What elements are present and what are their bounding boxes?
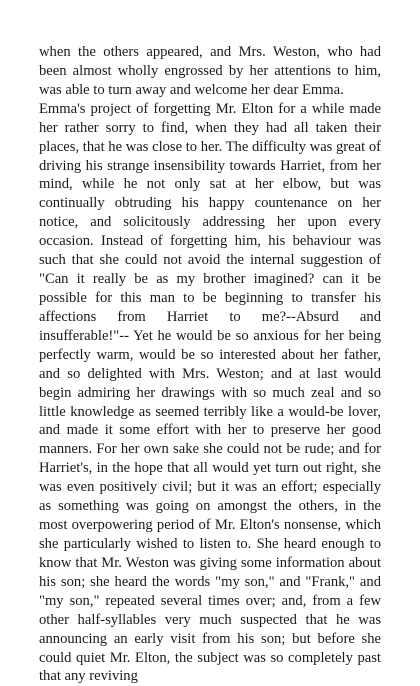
document-page xyxy=(39,43,381,686)
paragraph: Emma's project of forgetting Mr. Elton for a while made her rather sorry to find, when they had all taken their places, that he was close to her. The difficulty was great of driving his strange insensibility towards Harriet, from her mind, while he not only sat at her elbow, but was continually obtruding his happy countenance on her notice, and solicitously addressing her upon every occasion. Instead of forgetting him, his behaviour was such that she could not avoid the internal suggestion of "Can it really be as my brother imagined? can it be possible for this man to be beginning to transfer his affections from Harriet to me?--Absurd and insufferable!"-- Yet he would be so anxious for her being perfectly warm, would be so interested about her father, and so delighted with Mrs. Weston; and at last would begin admiring her drawings with so much zeal and so little knowledge as seemed terribly like a would-be lover, and made it some effort with her to preserve her good manners. For her own sake she could not be rude; and for Harriet's, in the hope that all would yet turn out right, she was even positively civil; but it was an effort; especially as something was going on amongst the others, in the most overpowering period of Mr. Elton's nonsense, which she particularly wished to listen to. She heard enough to know that Mr. Weston was giving some information about his son; she heard the words "my son," and "Frank," and "my son," repeated several times over; and, from a few other half-syllables very much suspected that he was announcing an early visit from his son; but before she could quiet Mr. Elton, the subject was so completely past that any reviving xyxy=(39,100,381,685)
paragraph: when the others appeared, and Mrs. Weston, who had been almost wholly engrossed by her attentions to him, was able to turn away and welcome her dear Emma. xyxy=(39,44,381,98)
